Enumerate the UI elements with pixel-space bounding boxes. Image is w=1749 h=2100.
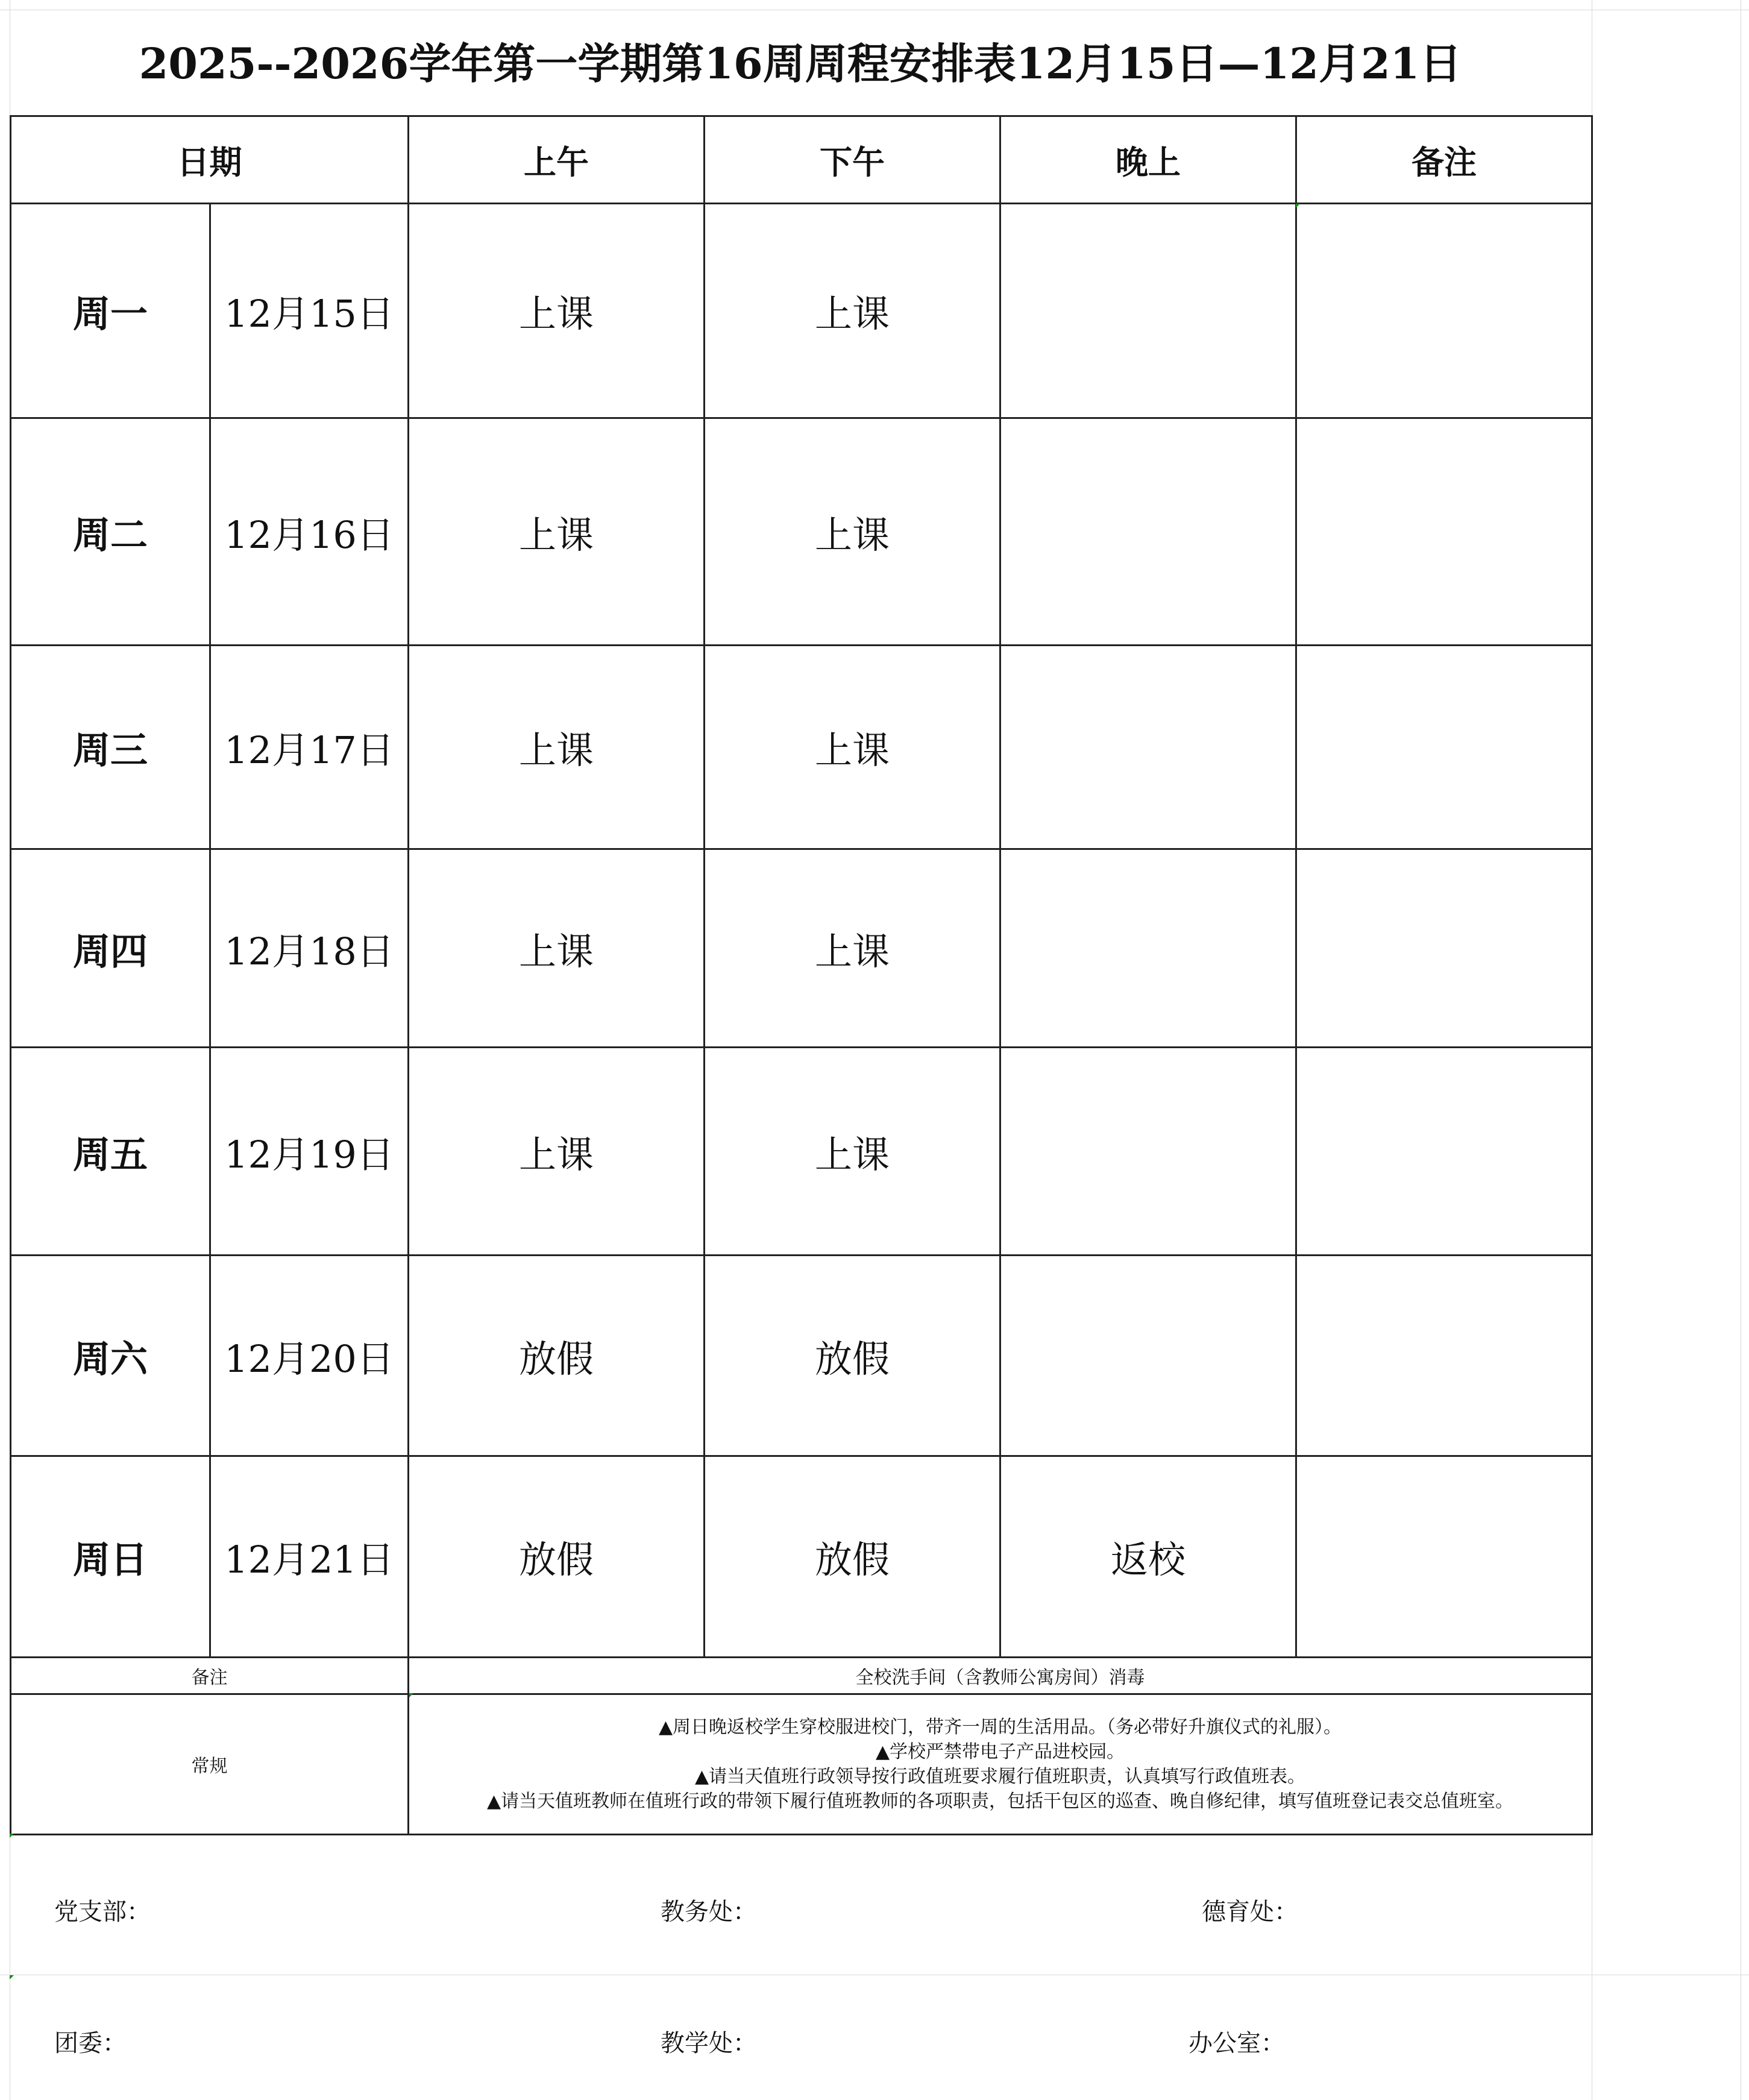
- remarks-cell: [1296, 1456, 1592, 1658]
- header-row: [11, 116, 1592, 204]
- day-row-fri: [11, 1048, 1592, 1256]
- header-evening: 晚上: [1000, 116, 1296, 204]
- notes-text: 全校洗手间（含教师公寓房间）消毒: [409, 1658, 1592, 1694]
- evening-cell: [1000, 849, 1296, 1048]
- youth-league-signature: 团委：: [54, 2029, 127, 2057]
- day-cell: 周一: [11, 204, 210, 418]
- remarks-cell: [1296, 204, 1592, 418]
- cell-marker: [10, 1834, 14, 1838]
- evening-cell: 返校: [1000, 1456, 1296, 1658]
- teaching-signature: 教学处：: [661, 2029, 757, 2057]
- header-remarks: 备注: [1296, 116, 1592, 204]
- cell-marker: [1296, 204, 1300, 208]
- date-cell: 12月20日: [210, 1256, 409, 1456]
- routine-item: ▲请当天值班教师在值班行政的带领下履行值班教师的各项职责，包括干包区的巡查、晚自修纪律，填写值班登记表交总值班室。: [486, 1791, 1514, 1812]
- evening-cell: [1000, 1256, 1296, 1456]
- afternoon-cell: 上课: [705, 646, 1000, 849]
- academic-affairs-signature: 教务处：: [661, 1898, 757, 1926]
- day-cell: 周六: [11, 1256, 210, 1456]
- day-row-sun: [11, 1456, 1592, 1658]
- office-signature: 办公室：: [1189, 2029, 1285, 2057]
- routine-item: ▲周日晚返校学生穿校服进校门，带齐一周的生活用品。（务必带好升旗仪式的礼服）。: [658, 1717, 1342, 1738]
- morning-cell: 放假: [409, 1456, 705, 1658]
- day-row-thu: [11, 849, 1592, 1048]
- notes-row: [11, 1658, 1592, 1694]
- evening-cell: [1000, 204, 1296, 418]
- remarks-cell: [1296, 418, 1592, 646]
- afternoon-cell: 上课: [705, 849, 1000, 1048]
- remarks-cell: [1296, 646, 1592, 849]
- routine-row: [11, 1694, 1592, 1835]
- moral-education-signature: 德育处：: [1202, 1898, 1298, 1926]
- routine-label: 常规: [11, 1694, 409, 1835]
- remarks-cell: [1296, 849, 1592, 1048]
- evening-cell: [1000, 1048, 1296, 1256]
- morning-cell: 放假: [409, 1256, 705, 1456]
- day-cell: 周三: [11, 646, 210, 849]
- cell-marker: [10, 1975, 14, 1979]
- schedule-table: [10, 115, 1593, 1835]
- header-afternoon: 下午: [705, 116, 1000, 204]
- date-cell: 12月15日: [210, 204, 409, 418]
- afternoon-cell: 上课: [705, 1048, 1000, 1256]
- day-row-sat: [11, 1256, 1592, 1456]
- day-cell: 周日: [11, 1456, 210, 1658]
- day-cell: 周五: [11, 1048, 210, 1256]
- header-date: 日期: [11, 116, 409, 204]
- cell-marker: [409, 1693, 413, 1697]
- morning-cell: 上课: [409, 1048, 705, 1256]
- afternoon-cell: 上课: [705, 204, 1000, 418]
- afternoon-cell: 上课: [705, 418, 1000, 646]
- header-morning: 上午: [409, 116, 705, 204]
- routine-item: ▲学校严禁带电子产品进校园。: [875, 1741, 1125, 1762]
- morning-cell: 上课: [409, 418, 705, 646]
- day-row-wed: [11, 646, 1592, 849]
- party-branch-signature: 党支部：: [54, 1898, 151, 1926]
- morning-cell: 上课: [409, 204, 705, 418]
- notes-label: 备注: [11, 1658, 409, 1694]
- afternoon-cell: 放假: [705, 1256, 1000, 1456]
- date-cell: 12月21日: [210, 1456, 409, 1658]
- day-row-tue: [11, 418, 1592, 646]
- evening-cell: [1000, 418, 1296, 646]
- date-cell: 12月19日: [210, 1048, 409, 1256]
- day-row-mon: [11, 204, 1592, 418]
- date-cell: 12月17日: [210, 646, 409, 849]
- remarks-cell: [1296, 1048, 1592, 1256]
- morning-cell: 上课: [409, 646, 705, 849]
- day-cell: 周二: [11, 418, 210, 646]
- remarks-cell: [1296, 1256, 1592, 1456]
- morning-cell: 上课: [409, 849, 705, 1048]
- routine-item: ▲请当天值班行政领导按行政值班要求履行值班职责，认真填写行政值班表。: [694, 1766, 1306, 1787]
- day-cell: 周四: [11, 849, 210, 1048]
- date-cell: 12月18日: [210, 849, 409, 1048]
- date-cell: 12月16日: [210, 418, 409, 646]
- routine-items: [409, 1694, 1592, 1835]
- page-title: 2025--2026学年第一学期第16周周程安排表12月15日—12月21日: [139, 38, 1462, 89]
- afternoon-cell: 放假: [705, 1456, 1000, 1658]
- evening-cell: [1000, 646, 1296, 849]
